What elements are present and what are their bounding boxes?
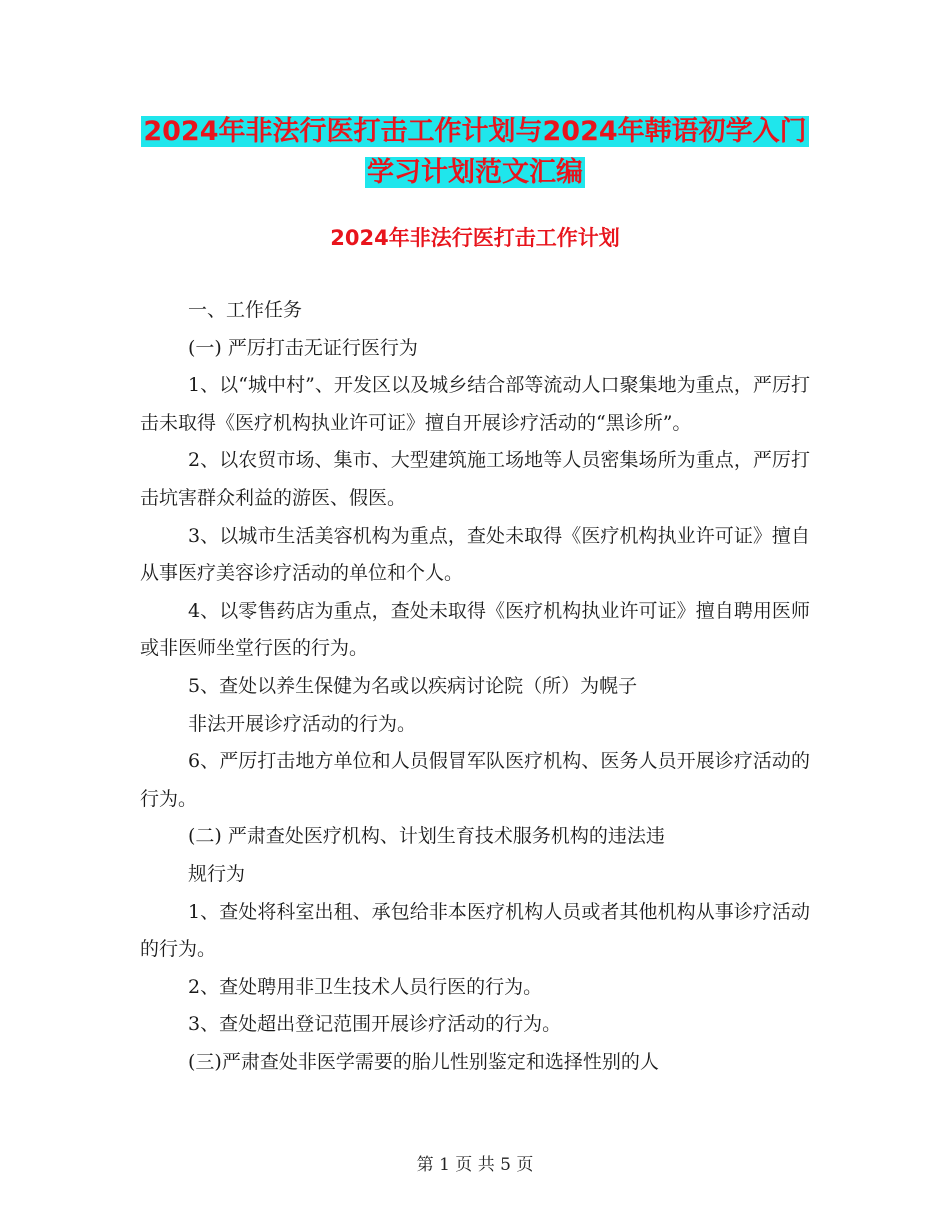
paragraph: 规行为 xyxy=(188,862,246,885)
title-highlight: 2024年非法行医打击工作计划与2024年韩语初学入门 xyxy=(143,116,807,147)
paragraph: 3、以城市生活美容机构为重点，查处未取得《医疗机构执业许可证》擅自从事医疗美容诊疗活动的单位和个人。 xyxy=(140,524,810,585)
paragraph: 2、查处聘用非卫生技术人员行医的行为。 xyxy=(188,975,543,998)
paragraph: 5、查处以养生保健为名或以疾病讨论院（所）为幌子 xyxy=(188,674,638,697)
paragraph: 1、查处将科室出租、承包给非本医疗机构人员或者其他机构从事诊疗活动的行为。 xyxy=(140,900,810,961)
document-title-line-1 xyxy=(0,112,950,152)
document-title-line-2 xyxy=(0,153,950,193)
paragraph: (三)严肃查处非医学需要的胎儿性别鉴定和选择性别的人 xyxy=(188,1050,659,1073)
paragraph: 2、以农贸市场、集市、大型建筑施工场地等人员密集场所为重点，严厉打击坑害群众利益的游医、假医。 xyxy=(140,449,810,509)
paragraph: (二) 严肃查处医疗机构、计划生育技术服务机构的违法违 xyxy=(188,825,665,848)
paragraph: 3、查处超出登记范围开展诊疗活动的行为。 xyxy=(188,1013,562,1036)
page-footer: 第 1 页 共 5 页 xyxy=(416,1155,534,1175)
paragraph: 4、以零售药店为重点，查处未取得《医疗机构执业许可证》擅自聘用医师或非医师坐堂行医的行为。 xyxy=(140,599,810,660)
section-title: 2024年非法行医打击工作计划 xyxy=(330,226,620,250)
paragraph: 1、以“城中村”、开发区以及城乡结合部等流动人口聚集地为重点，严厉打击未取得《医疗机构执业许可证》擅自开展诊疗活动的“黑诊所”。 xyxy=(140,374,810,434)
title-highlight: 学习计划范文汇编 xyxy=(367,157,583,188)
document-body xyxy=(140,292,810,1081)
paragraph: (一) 严厉打击无证行医行为 xyxy=(188,336,418,359)
paragraph: 一、工作任务 xyxy=(188,299,303,321)
paragraph: 6、严厉打击地方单位和人员假冒军队医疗机构、医务人员开展诊疗活动的行为。 xyxy=(140,750,810,810)
paragraph: 非法开展诊疗活动的行为。 xyxy=(188,712,417,735)
